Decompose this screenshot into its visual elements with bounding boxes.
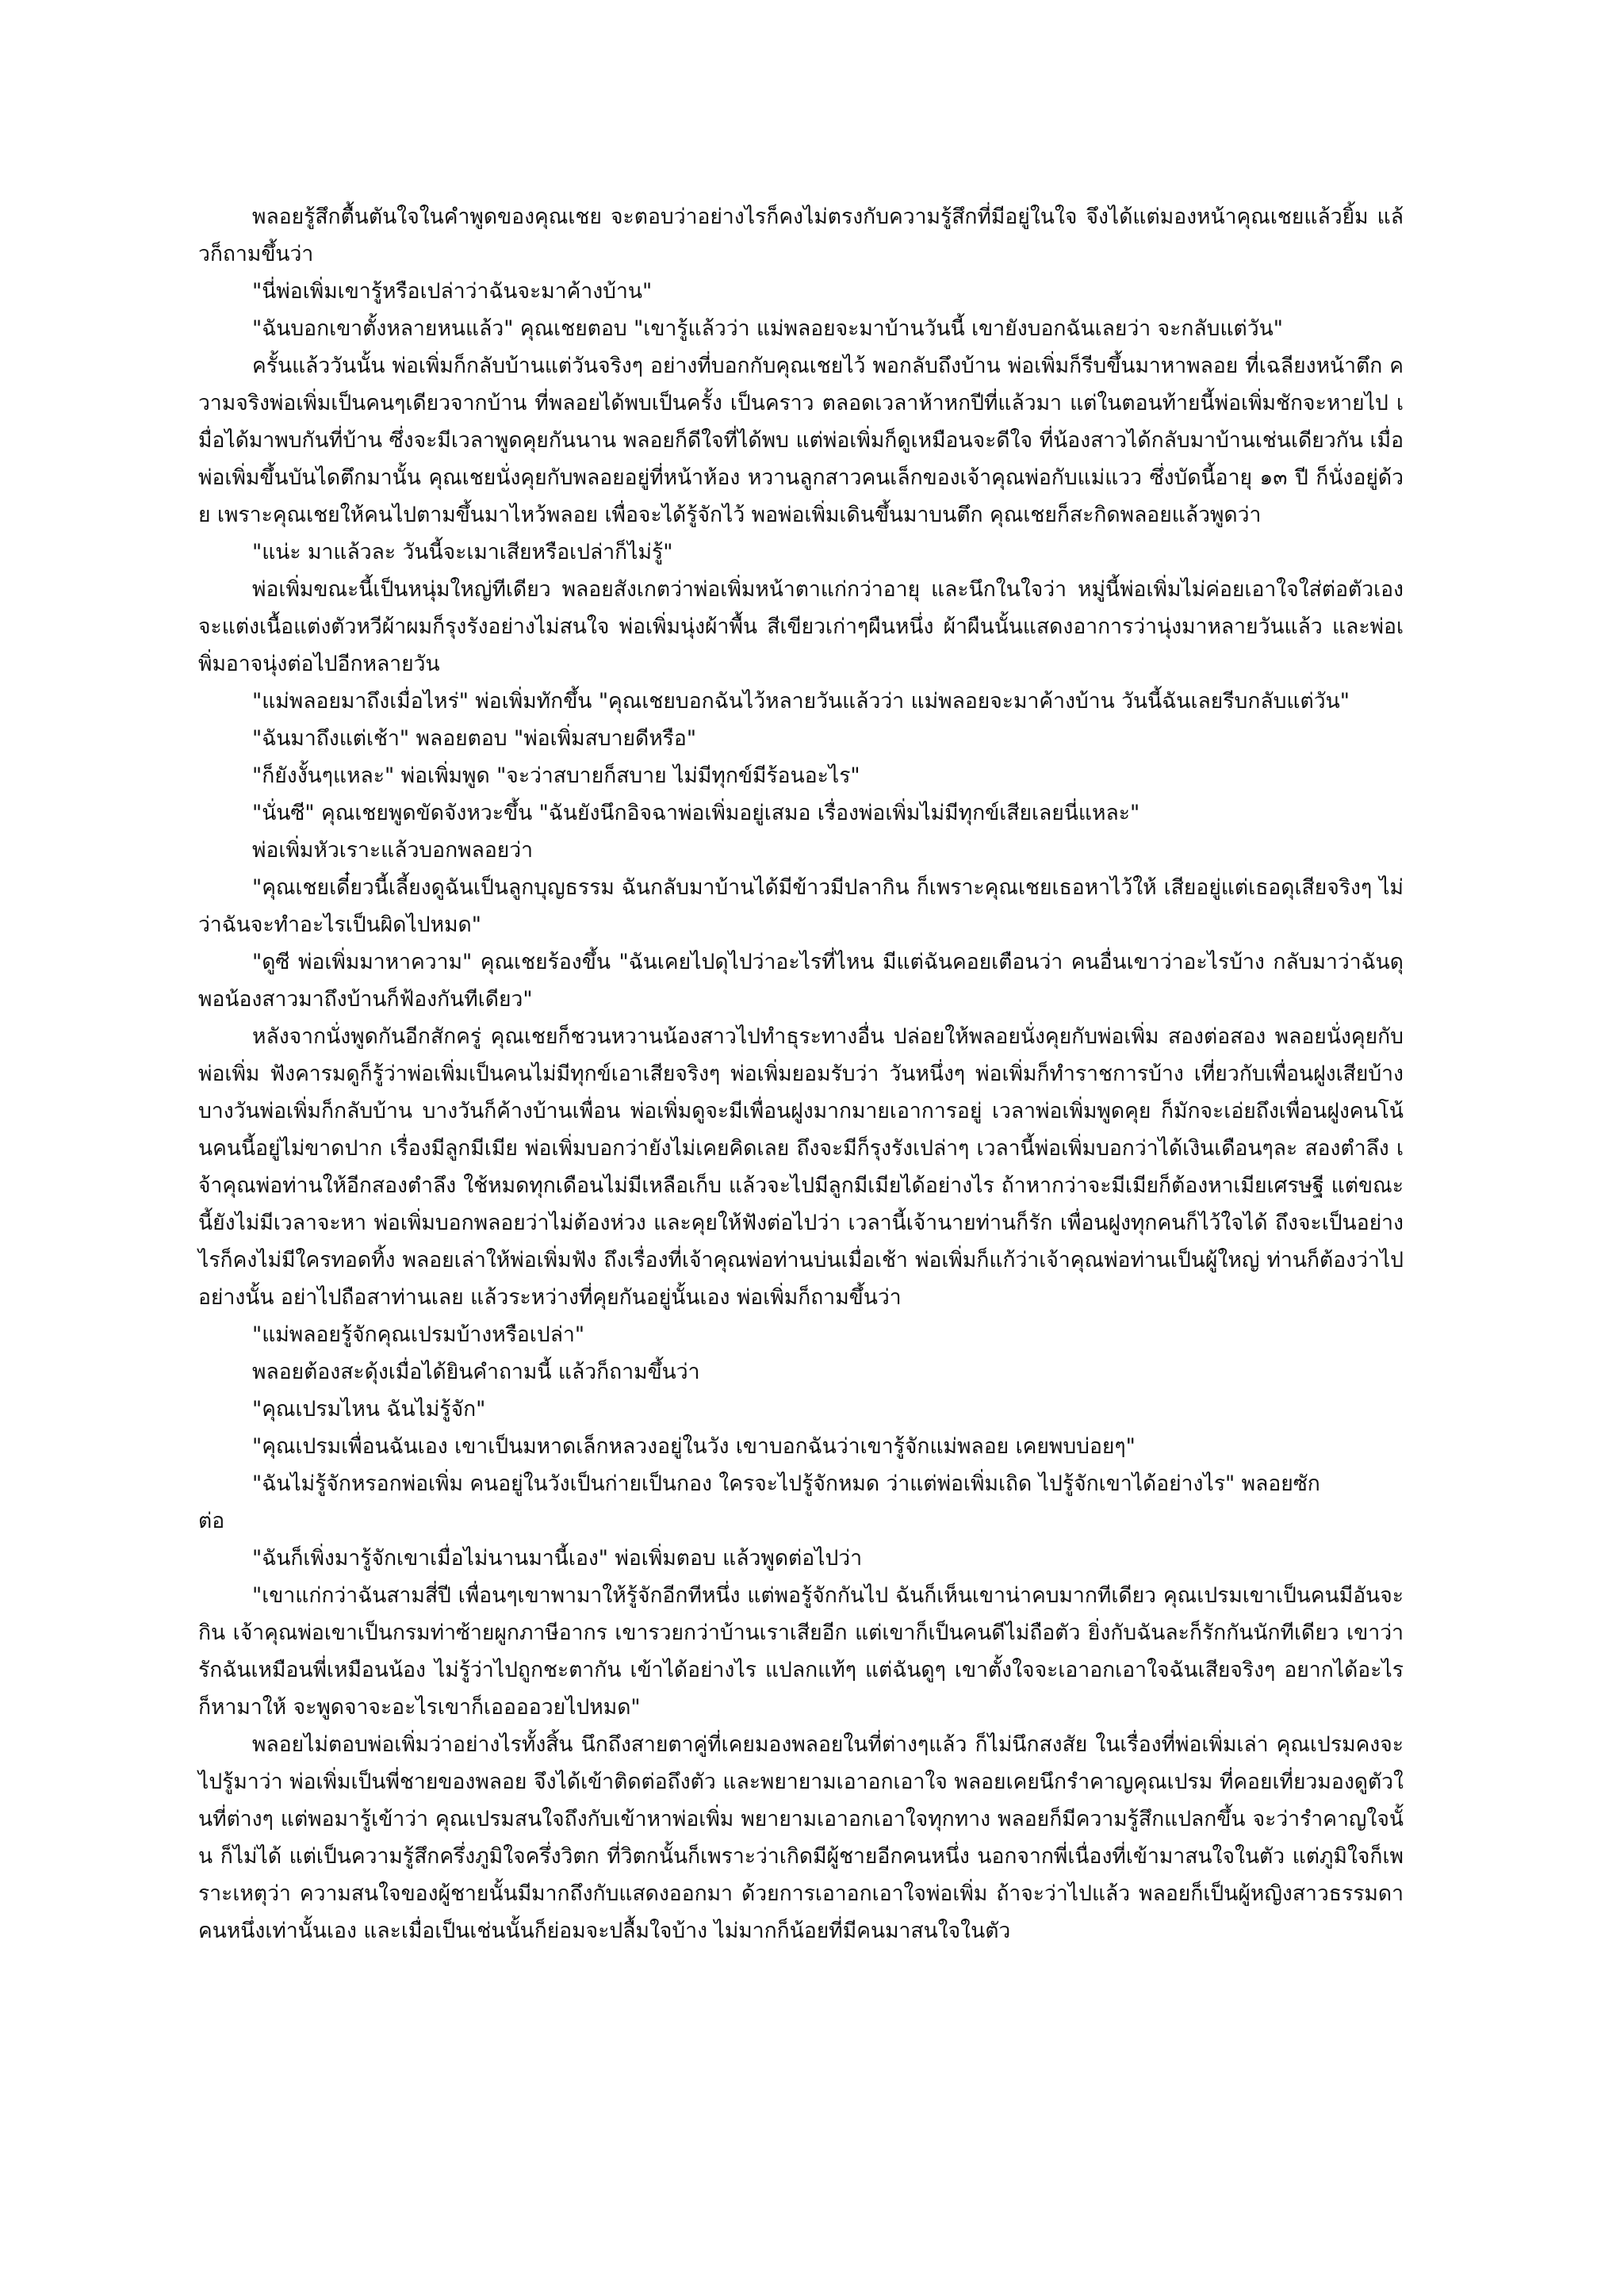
paragraph: "แม่พลอยรู้จักคุณเปรมบ้างหรือเปล่า" [252,1322,585,1347]
paragraph-continuation: ต่อ [198,1509,225,1533]
paragraph: "นี่พ่อเพิ่มเขารู้หรือเปล่าว่าฉันจะมาค้างบ้าน" [252,279,653,304]
paragraph: พลอยรู้สึกตื้นตันใจในคำพูดของคุณเชย จะตอบว่าอย่างไรก็คงไม่ตรงกับความรู้สึกที่มีอยู่ในใจ จึงได้แต่มองหน้าคุณเชยแล้วยิ้ม แล้วก็ถามขึ้นว่า [198,205,1404,266]
paragraph: "คุณเปรมเพื่อนฉันเอง เขาเป็นมหาดเล็กหลวงอยู่ในวัง เขาบอกฉันว่าเขารู้จักแม่พลอย เคยพบบ่อยๆ" [252,1434,1136,1459]
paragraph: "แน่ะ มาแล้วละ วันนี้จะเมาเสียหรือเปล่าก็ไม่รู้" [252,540,673,564]
paragraph: "นั่นซี" คุณเชยพูดขัดจังหวะขึ้น "ฉันยังนึกอิจฉาพ่อเพิ่มอยู่เสมอ เรื่องพ่อเพิ่มไม่มีทุกข์เสียเลยนี่แหละ" [252,801,1140,825]
paragraph: "คุณเชยเดี๋ยวนี้เลี้ยงดูฉันเป็นลูกบุญธรรม ฉันกลับมาบ้านได้มีข้าวมีปลากิน ก็เพราะคุณเชยเธอหาไว้ให้ เสียอยู่แต่เธอดุเสียจริงๆ ไม่ว่าฉันจะทำอะไรเป็นผิดไปหมด" [198,875,1404,937]
paragraph: "ก็ยังงั้นๆแหละ" พ่อเพิ่มพูด "จะว่าสบายก็สบาย ไม่มีทุกข์มีร้อนอะไร" [252,763,860,788]
paragraph: "ดูซี พ่อเพิ่มมาหาความ" คุณเชยร้องขึ้น "ฉันเคยไปดุไปว่าอะไรที่ไหน มีแต่ฉันคอยเตือนว่า คนอื่นเขาว่าอะไรบ้าง กลับมาว่าฉันดุ พอน้องสาวมาถึงบ้านก็ฟ้องกันทีเดียว" [198,950,1404,1012]
paragraph: พ่อเพิ่มหัวเราะแล้วบอกพลอยว่า [252,838,534,863]
paragraph: "ฉันก็เพิ่งมารู้จักเขาเมื่อไม่นานมานี้เอง" พ่อเพิ่มตอบ แล้วพูดต่อไปว่า [252,1546,863,1571]
paragraph: พ่อเพิ่มขณะนี้เป็นหนุ่มใหญ่ทีเดียว พลอยสังเกตว่าพ่อเพิ่มหน้าตาแก่กว่าอายุ และนึกในใจว่า หมู่นี้พ่อเพิ่มไม่ค่อยเอาใจใส่ต่อตัวเอง จะแต่งเนื้อแต่งตัวหวีผ้าผมก็รุงรังอย่างไม่สนใจ พ่อเพิ่มนุ่งผ้าพื้น สีเขียวเก่าๆผืนหนึ่ง ผ้าผืนนั้นแสดงอาการว่านุ่งมาหลายวันแล้ว และพ่อเพิ่มอาจนุ่งต่อไปอีกหลายวัน [198,577,1404,676]
paragraph: "ฉันบอกเขาตั้งหลายหนแล้ว" คุณเชยตอบ "เขารู้แล้วว่า แม่พลอยจะมาบ้านวันนี้ เขายังบอกฉันเลยว่า จะกลับแต่วัน" [252,316,1283,341]
paragraph: "ฉันมาถึงแต่เช้า" พลอยตอบ "พ่อเพิ่มสบายดีหรือ" [252,726,697,751]
paragraph: พลอยไม่ตอบพ่อเพิ่มว่าอย่างไรทั้งสิ้น นึกถึงสายตาคู่ที่เคยมองพลอยในที่ต่างๆแล้ว ก็ไม่นึกสงสัย ในเรื่องที่พ่อเพิ่มเล่า คุณเปรมคงจะไปรู้มาว่า พ่อเพิ่มเป็นพี่ชายของพลอย จึงได้เข้าติดต่อถึงตัว และพยายามเอาอกเอาใจ พลอยเคยนึกรำคาญคุณเปรม ที่คอยเที่ยวมองดูตัวในที่ต่างๆ แต่พอมารู้เข้าว่า คุณเปรมสนใจถึงกับเข้าหาพ่อเพิ่ม พยายามเอาอกเอาใจทุกทาง พลอยก็มีความรู้สึกแปลกขึ้น จะว่ารำคาญใจนั้น ก็ไม่ได้ แต่เป็นความรู้สึกครึ่งภูมิใจครึ่งวิตก ที่วิตกนั้นก็เพราะว่าเกิดมีผู้ชายอีกคนหนึ่ง นอกจากพี่เนื่องที่เข้ามาสนใจในตัว แต่ภูมิใจก็เพราะเหตุว่า ความสนใจของผู้ชายนั้นมีมากถึงกับแสดงออกมา ด้วยการเอาอกเอาใจพ่อเพิ่ม ถ้าจะว่าไปแล้ว พลอยก็เป็นผู้หญิงสาวธรรมดาคนหนึ่งเท่านั้นเอง และเมื่อเป็นเช่นนั้นก็ย่อมจะปลื้มใจบ้าง ไม่มากก็น้อยที่มีคนมาสนใจในตัว [198,1732,1404,1943]
paragraph: "แม่พลอยมาถึงเมื่อไหร่" พ่อเพิ่มทักขึ้น "คุณเชยบอกฉันไว้หลายวันแล้วว่า แม่พลอยจะมาค้างบ้าน วันนี้ฉันเลยรีบกลับแต่วัน" [252,689,1350,714]
paragraph: ครั้นแล้ววันนั้น พ่อเพิ่มก็กลับบ้านแต่วันจริงๆ อย่างที่บอกกับคุณเชยไว้ พอกลับถึงบ้าน พ่อเพิ่มก็รีบขึ้นมาหาพลอย ที่เฉลียงหน้าตึก ความจริงพ่อเพิ่มเป็นคนๆเดียวจากบ้าน ที่พลอยได้พบเป็นครั้ง เป็นคราว ตลอดเวลาห้าหกปีที่แล้วมา แต่ในตอนท้ายนี้พ่อเพิ่มชักจะหายไป เมื่อได้มาพบกันที่บ้าน ซึ่งจะมีเวลาพูดคุยกันนาน พลอยก็ดีใจที่ได้พบ แต่พ่อเพิ่มก็ดูเหมือนจะดีใจ ที่น้องสาวได้กลับมาบ้านเช่นเดียวกัน เมื่อพ่อเพิ่มขึ้นบันไดตึกมานั้น คุณเชยนั่งคุยกับพลอยอยู่ที่หน้าห้อง หวานลูกสาวคนเล็กของเจ้าคุณพ่อกับแม่แวว ซึ่งบัดนี้อายุ ๑๓ ปี ก็นั่งอยู่ด้วย เพราะคุณเชยให้คนไปตามขึ้นมาไหว้พลอย เพื่อจะได้รู้จักไว้ พอพ่อเพิ่มเดินขึ้นมาบนตึก คุณเชยก็สะกิดพลอยแล้วพูดว่า [198,354,1404,527]
paragraph: พลอยต้องสะดุ้งเมื่อได้ยินคำถามนี้ แล้วก็ถามขึ้นว่า [252,1360,700,1384]
paragraph: "ฉันไม่รู้จักหรอกพ่อเพิ่ม คนอยู่ในวังเป็นก่ายเป็นกอง ใครจะไปรู้จักหมด ว่าแต่พ่อเพิ่มเถิด ไปรู้จักเขาได้อย่างไร" พลอยซัก [252,1471,1320,1496]
paragraph: "เขาแก่กว่าฉันสามสี่ปี เพื่อนๆเขาพามาให้รู้จักอีกทีหนึ่ง แต่พอรู้จักกันไป ฉันก็เห็นเขาน่าคบมากทีเดียว คุณเปรมเขาเป็นคนมีอันจะกิน เจ้าคุณพ่อเขาเป็นกรมท่าซ้ายผูกภาษีอากร เขารวยกว่าบ้านเราเสียอีก แต่เขาก็เป็นคนดีไม่ถือตัว ยิ่งกับฉันละก็รักกันนักทีเดียว เขาว่ารักฉันเหมือนพี่เหมือนน้อง ไม่รู้ว่าไปถูกชะตากัน เข้าได้อย่างไร แปลกแท้ๆ แต่ฉันดูๆ เขาตั้งใจจะเอาอกเอาใจฉันเสียจริงๆ อยากได้อะไรก็หามาให้ จะพูดจาจะอะไรเขาก็เออออวยไปหมด" [198,1583,1404,1720]
document-body [198,198,1404,1950]
paragraph: หลังจากนั่งพูดกันอีกสักครู่ คุณเชยก็ชวนหวานน้องสาวไปทำธุระทางอื่น ปล่อยให้พลอยนั่งคุยกับพ่อเพิ่ม สองต่อสอง พลอยนั่งคุยกับพ่อเพิ่ม ฟังคารมดูก็รู้ว่าพ่อเพิ่มเป็นคนไม่มีทุกข์เอาเสียจริงๆ พ่อเพิ่มยอมรับว่า วันหนึ่งๆ พ่อเพิ่มก็ทำราชการบ้าง เที่ยวกับเพื่อนฝูงเสียบ้าง บางวันพ่อเพิ่มก็กลับบ้าน บางวันก็ค้างบ้านเพื่อน พ่อเพิ่มดูจะมีเพื่อนฝูงมากมายเอาการอยู่ เวลาพ่อเพิ่มพูดคุย ก็มักจะเอ่ยถึงเพื่อนฝูงคนโน้นคนนี้อยู่ไม่ขาดปาก เรื่องมีลูกมีเมีย พ่อเพิ่มบอกว่ายังไม่เคยคิดเลย ถึงจะมีก็รุงรังเปล่าๆ เวลานี้พ่อเพิ่มบอกว่าได้เงินเดือนๆละ สองตำลึง เจ้าคุณพ่อท่านให้อีกสองตำลึง ใช้หมดทุกเดือนไม่มีเหลือเก็บ แล้วจะไปมีลูกมีเมียได้อย่างไร ถ้าหากว่าจะมีเมียก็ต้องหาเมียเศรษฐี แต่ขณะนี้ยังไม่มีเวลาจะหา พ่อเพิ่มบอกพลอยว่าไม่ต้องห่วง และคุยให้ฟังต่อไปว่า เวลานี้เจ้านายท่านก็รัก เพื่อนฝูงทุกคนก็ไว้ใจได้ ถึงจะเป็นอย่างไรก็คงไม่มีใครทอดทิ้ง พลอยเล่าให้พ่อเพิ่มฟัง ถึงเรื่องที่เจ้าคุณพ่อท่านบ่นเมื่อเช้า พ่อเพิ่มก็แก้ว่าเจ้าคุณพ่อท่านเป็นผู้ใหญ่ ท่านก็ต้องว่าไปอย่างนั้น อย่าไปถือสาท่านเลย แล้วระหว่างที่คุยกันอยู่นั้นเอง พ่อเพิ่มก็ถามขึ้นว่า [198,1024,1404,1310]
paragraph: "คุณเปรมไหน ฉันไม่รู้จัก" [252,1397,486,1422]
